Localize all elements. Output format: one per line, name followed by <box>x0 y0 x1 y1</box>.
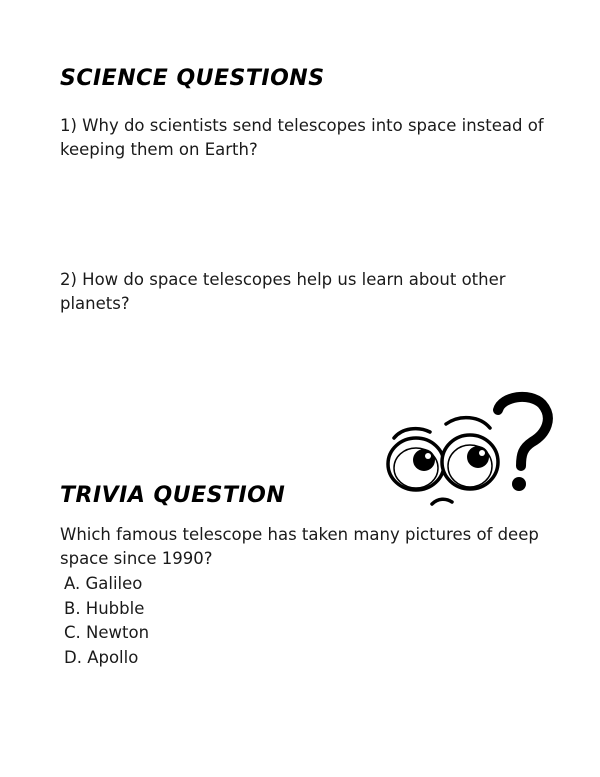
science-question-2: 2) How do space telescopes help us learn about other planets? <box>60 270 506 313</box>
science-questions-heading: SCIENCE QUESTIONS <box>60 66 325 91</box>
trivia-options-list <box>64 572 149 670</box>
right-pupil <box>467 446 489 468</box>
trivia-option-b: B. Hubble <box>64 598 145 618</box>
left-pupil <box>413 449 435 471</box>
right-eyebrow <box>446 418 490 428</box>
right-pupil-shine <box>479 450 485 456</box>
trivia-question-text: Which famous telescope has taken many pictures of deep space since 1990? <box>60 525 539 568</box>
thinking-eyes-question-mark-icon <box>380 388 555 513</box>
question-mark-icon <box>498 397 548 466</box>
trivia-option-c: C. Newton <box>64 623 150 642</box>
mouth <box>432 499 452 504</box>
science-question-1: 1) Why do scientists send telescopes into space instead of keeping them on Earth? <box>60 116 544 159</box>
trivia-option-a: A. Galileo <box>64 574 143 593</box>
trivia-question-heading: TRIVIA QUESTION <box>60 483 286 508</box>
trivia-option-d: D. Apollo <box>64 647 139 667</box>
left-pupil-shine <box>425 453 431 459</box>
question-mark-dot <box>512 477 526 491</box>
